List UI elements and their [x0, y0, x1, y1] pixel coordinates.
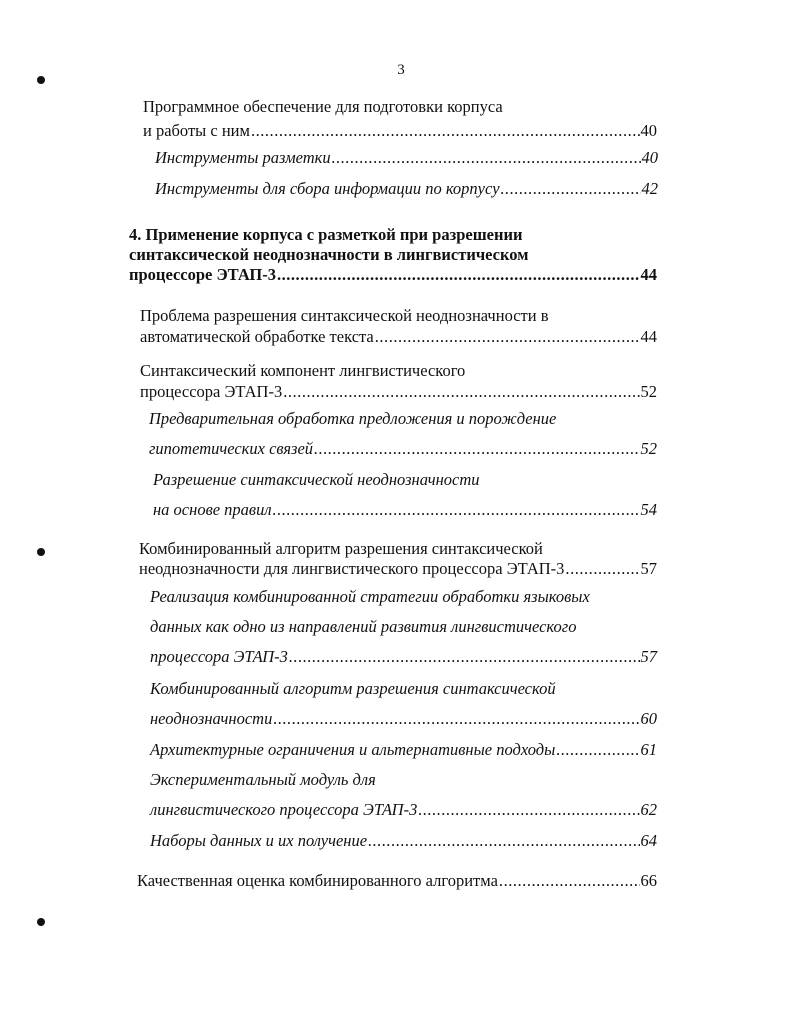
toc-page-number: 40 — [640, 121, 657, 140]
toc-entry-text: Комбинированный алгоритм разрешения синтаксической — [150, 679, 556, 698]
toc-page-number: 44 — [640, 327, 657, 346]
toc-entry-text: и работы с ним — [143, 121, 250, 140]
toc-entry — [150, 709, 657, 729]
toc-page-number: 52 — [640, 382, 657, 401]
toc-entry — [155, 148, 658, 168]
toc-entry-text: гипотетических связей — [149, 439, 314, 458]
toc-entry-text: Синтаксический компонент лингвистического — [140, 361, 466, 380]
toc-entry — [149, 439, 657, 459]
toc-entry-text: Качественная оценка комбинированного алгоритма — [137, 871, 498, 890]
toc-page-number: 61 — [640, 740, 657, 759]
toc-page-number: 64 — [640, 831, 657, 850]
toc-entry-text: Экспериментальный модуль для — [150, 770, 376, 789]
toc-entry-text: Комбинированный алгоритм разрешения синтаксической — [139, 539, 543, 558]
toc-entry-text: Предварительная обработка предложения и порождение — [149, 409, 557, 428]
toc-entry — [150, 800, 657, 820]
toc-entry-text: процессора ЭТАП-3 — [150, 647, 288, 666]
toc-entry — [150, 647, 657, 667]
toc-entry-text: 4. Применение корпуса с разметкой при разрешении — [129, 225, 523, 244]
toc-entry-text: процессоре ЭТАП-3 — [129, 265, 276, 284]
toc-page-number: 60 — [640, 709, 657, 728]
toc-entry — [140, 382, 657, 402]
toc-entry — [150, 740, 657, 760]
toc-page-number: 40 — [641, 148, 658, 167]
toc-entry-text: процессора ЭТАП-3 — [140, 382, 283, 401]
toc-entry-text: неоднозначности для лингвистического процессора ЭТАП-3 — [139, 559, 565, 578]
toc-entry-text: лингвистического процессора ЭТАП-3 — [150, 800, 418, 819]
toc-entry-text: Проблема разрешения синтаксической неоднозначности в — [140, 306, 549, 325]
toc-entry-text: неоднозначности — [150, 709, 273, 728]
toc-entry-text: Архитектурные ограничения и альтернативные подходы — [150, 740, 556, 759]
toc-entry — [139, 559, 657, 579]
toc-page-number: 54 — [640, 500, 657, 519]
toc-entry — [129, 265, 657, 285]
toc-entry — [140, 327, 657, 347]
toc-page-number: 62 — [640, 800, 657, 819]
toc-entry-text: Инструменты для сбора информации по корпусу — [155, 179, 500, 198]
toc-entry — [150, 831, 657, 851]
toc-entry-text: на основе правил — [153, 500, 272, 519]
toc-entry-text: Инструменты разметки — [155, 148, 331, 167]
toc-entry — [153, 500, 657, 520]
toc-entry-text: Реализация комбинированной стратегии обработки языковых — [150, 587, 590, 606]
toc-page-number: 57 — [640, 559, 657, 578]
toc-entry — [143, 121, 657, 141]
toc-page-number: 52 — [640, 439, 657, 458]
toc-page-number: 42 — [641, 179, 658, 198]
toc-entry-text: Наборы данных и их получение — [150, 831, 368, 850]
page-number: 3 — [397, 62, 405, 78]
toc-page-number: 57 — [640, 647, 657, 666]
toc-entry-text: данных как одно из направлений развития лингвистического — [150, 617, 577, 636]
toc-entry-text: автоматической обработке текста — [140, 327, 374, 346]
toc-entry-text: синтаксической неоднозначности в лингвистическом — [129, 245, 529, 264]
toc-entry — [137, 871, 657, 891]
toc-page-number: 44 — [640, 265, 657, 284]
toc-entry-text: Программное обеспечение для подготовки корпуса — [143, 97, 503, 116]
toc-page-number: 66 — [640, 871, 657, 890]
toc-entry-text: Разрешение синтаксической неоднозначности — [153, 470, 480, 489]
toc-entry — [155, 179, 658, 199]
